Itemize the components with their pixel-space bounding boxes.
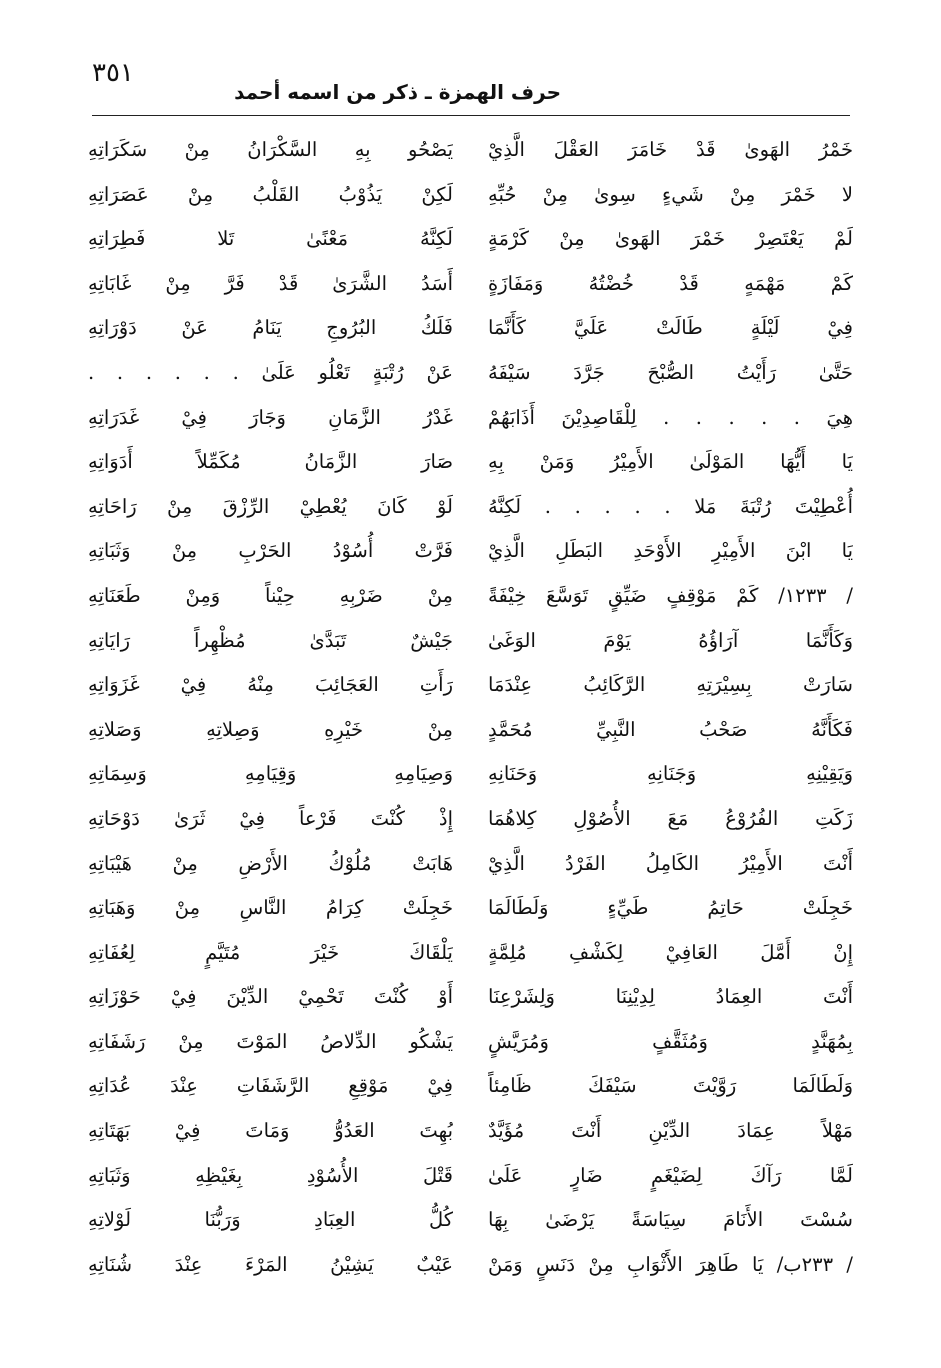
verse-first-hemistich: وَكَأَنَّمَا آرَاؤُهُ يَوْمَ الوَغَىٰ (488, 628, 853, 652)
verse-second-hemistich: عَيْبٌ يَشِيْنُ المَرْءَ عِنْدَ شُنَاتِهِ (88, 1252, 453, 1276)
verse-second-hemistich: مِنْ خَيْرِهِ وَصِلاتِهِ وَصَلاتِهِ (88, 717, 453, 741)
right-hemistich-column (488, 128, 853, 1287)
verse-first-hemistich: يَا ابْنَ الأَمِيْرِ الأَوْحَدِ البَطَلِ الَّذِيْ (488, 539, 853, 563)
verse-first-hemistich: فِيْ لَيْلَةٍ طَالَتْ عَلَيَّ كَأَنَّمَا (488, 316, 853, 340)
verse-second-hemistich: مِنْ ضَرْبِهِ حِيْناً وَمِنْ طَعَنَاتِهِ (88, 583, 453, 607)
verse-first-hemistich: لا خَمْرَ مِنْ شَيءٍ سِوىٰ مِنْ حُبِّهِ (488, 182, 853, 206)
verse-second-hemistich: بُهِتَ العَدُوُّ وَمَاتَ فِيْ بَهَتَاتِهِ (88, 1119, 453, 1143)
verse-second-hemistich: فَلَكُ البُرُوجِ يَنَامُ عَنْ دَوْرَاتِهِ (88, 316, 453, 340)
verse-second-hemistich: كُلُّ العِبَادِ وَرَبُّنَا لَوْلاتِهِ (88, 1208, 453, 1232)
verse-first-hemistich: أَنْتَ الأَمِيْرُ الكَامِلُ الفَرْدُ الَّذِيْ (488, 851, 853, 875)
verse-first-hemistich: أَنْتَ العِمَادُ لِدِيْنِنَا وَلِشَرْعِنَا (488, 985, 853, 1009)
verse-second-hemistich: رَأَتِ العَجَائِبَ مِنْهُ فِيْ غَزَوَاتِهِ (88, 673, 453, 697)
verse-first-hemistich: حَتَّىٰ رَأَيْتُ الصُّبْحَ جَرَّدَ سَيْفَهُ (488, 360, 853, 384)
running-head: حرف الهمزة ـ ذكر من اسمه أحمد (234, 80, 561, 104)
verse-first-hemistich: سَارَتْ بِسِيْرَتِهِ الرَّكَائِبُ عِنْدَمَا (488, 673, 853, 697)
verse-first-hemistich: زَكَتِ الفُرُوْعُ مَعَ الأُصُوْلِ كِلاهُمَا (488, 806, 853, 830)
verse-second-hemistich: إِذْ كُنْتَ فَرْعاً فِيْ ثَرَىٰ دَوْحَاتِهِ (88, 806, 453, 830)
verse-second-hemistich: أَوْ كُنْتَ تَحْمِيْ الدِّيْنَ فِيْ حَوْزَاتِهِ (88, 985, 453, 1009)
verse-second-hemistich: صَارَ الزَّمَانُ مُكَمِّلاً أَدَوَاتِهِ (88, 450, 453, 474)
verse-first-hemistich: مَهْلاً عِمَادَ الدِّيْنِ أَنْتَ مُؤَيَّدٌ (488, 1119, 853, 1143)
verse-second-hemistich: يَشْكُو الدِّلاصُ المَوْتَ مِنْ رَشَفَاتِهِ (88, 1029, 453, 1053)
verse-first-hemistich: يَا أَيُّهَا المَوْلَىٰ الأَمِيْرُ وَمَنْ بِهِ (488, 450, 853, 474)
verse-second-hemistich: يَصْحُو بِهِ السَّكْرَانُ مِنْ سَكَرَاتِهِ (88, 138, 453, 161)
verse-second-hemistich: فِيْ مَوْقِعِ الرَّشَفَاتِ عِنْدَ عُدَاتِهِ (88, 1074, 453, 1098)
verse-first-hemistich: سُسْتَ الأَنَامَ سِيَاسَةً يَرْضَىٰ بِهَا (488, 1208, 853, 1232)
verse-second-hemistich: يَلْقَاكَ خَيْرَ مُتَيَّمٍ لِعُفَاتِهِ (88, 940, 453, 964)
verse-second-hemistich: قَتْلَ الأُسُوْدِ بِغَيْظِهِ وَثَبَاتِهِ (88, 1163, 453, 1187)
verse-first-hemistich: أُعْطِيْتَ رُتْبَةَ مَلا . . . . . لَكِنَّهُ (488, 494, 853, 518)
verse-first-hemistich: وَيَقِيْنِهِ وَجَنَانِهِ وَحَنَانِهِ (488, 762, 853, 786)
verse-first-hemistich: لَمْ يَعْتَصِرْ خَمْرَ الهَوىٰ مِنْ كَرْمَةٍ (488, 227, 853, 251)
verse-second-hemistich: غَدْرُ الزَّمَانِ وَجَارَ فِيْ غَدَرَاتِهِ (88, 405, 453, 429)
verse-first-hemistich: كَمْ مَهْمَهٍ قَدْ خُضْتُهُ وَمَفَازَةٍ (488, 271, 853, 295)
verse-second-hemistich: لَكِنْ يَذُوْبُ القَلْبُ مِنْ عَصَرَاتِهِ (88, 182, 453, 206)
verse-first-hemistich: إِنْ أَمَّلَ العَافِيْ لِكَشْفِ مُلِمَّةٍ (488, 940, 853, 964)
verse-second-hemistich: فَرَّتْ أُسُوْدُ الحَرْبِ مِنْ وَثَبَاتِهِ (88, 539, 453, 563)
verse-first-hemistich: / ٢٣٣ب/ يَا طَاهِرَ الأَثْوَابِ مِنْ دَنَسٍ وَمَنْ (488, 1252, 853, 1276)
verse-second-hemistich: وَصِيَامِهِ وَقِيَامِهِ وَسِمَاتِهِ (88, 762, 453, 786)
verse-first-hemistich: خَجِلَتْ حَاتِمُ طَيِّءٍ وَلَطَالَمَا (488, 896, 853, 920)
verse-second-hemistich: هَابَتْ مُلُوْكُ الأَرْضِ مِنْ هَيْبَاتِهِ (88, 851, 453, 875)
verse-second-hemistich: أَسَدُ الشَّرَىٰ قَدْ فَرَّ مِنْ غَابَاتِهِ (88, 271, 453, 295)
verse-second-hemistich: لَوْ كَانَ يُعْطِيْ الرِّزْقَ مِنْ رَاحَاتِهِ (88, 494, 453, 518)
verse-first-hemistich: فَكَأَنَّهُ صَحْبُ النَّبِيِّ مُحَمَّدٍ (488, 717, 853, 741)
page-number: ٣٥١ (92, 58, 134, 88)
verse-second-hemistich: خَجِلَتْ كِرَامُ النَّاسِ مِنْ وَهَبَاتِهِ (88, 896, 453, 920)
left-hemistich-column (88, 128, 453, 1287)
verse-second-hemistich: جَيْشٌ تَبَدَّىٰ مُظْهِراً رَايَاتِهِ (88, 628, 453, 652)
verse-first-hemistich: خَمْرُ الهَوىٰ قَدْ خَامَرَ العَقْلَ الَّذِيْ (488, 138, 853, 161)
verse-second-hemistich: عَنْ رُتْبَةٍ تَعْلُو عَلَىٰ . . . . . . (88, 360, 453, 384)
verse-second-hemistich: لَكِنَّهُ مَعْنًىٰ تَلا فَطِرَاتِهِ (88, 227, 453, 251)
verse-first-hemistich: وَلَطَالَمَا رَوَّيْتَ سَيْفَكَ ظَامِئاً (488, 1074, 853, 1098)
verse-first-hemistich: هِيَ . . . . . لِلْقَاصِدِيْنَ أَذَابَهُمْ (488, 405, 853, 429)
verse-first-hemistich: / ١٢٣٣/ كَمْ مَوْقِفٍ ضَيِّقٍ تَوَسَّعَ خِيْفَةً (488, 583, 853, 607)
header-rule (92, 115, 850, 116)
verse-first-hemistich: لَمَّا رَآكَ لِضَيْغَمٍ ضَارٍ عَلَىٰ (488, 1163, 853, 1187)
verse-first-hemistich: بِمُهَنَّدٍ وَمُثَقَّفٍ وَمُرَيَّشٍ (488, 1029, 853, 1053)
